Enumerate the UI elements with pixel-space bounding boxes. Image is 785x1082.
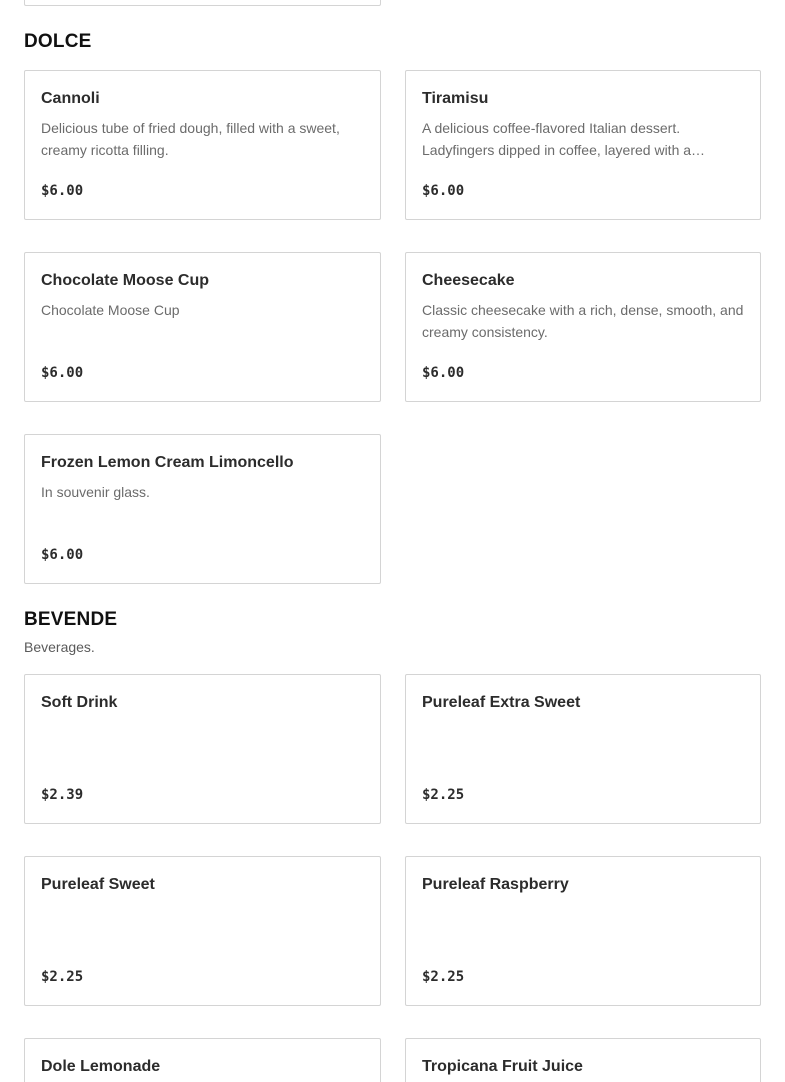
- item-name: Chocolate Moose Cup: [41, 272, 210, 289]
- item-price: $6.00: [41, 183, 84, 199]
- menu-item-card[interactable]: [24, 252, 381, 402]
- item-price: $2.25: [41, 969, 84, 985]
- item-name: Pureleaf Raspberry: [422, 876, 569, 893]
- menu-item-card[interactable]: [405, 674, 761, 824]
- section-title-bevende: BEVENDE: [24, 609, 118, 630]
- item-name: Cheesecake: [422, 272, 515, 289]
- section-title-dolce: DOLCE: [24, 31, 92, 52]
- item-name: Dole Lemonade: [41, 1058, 161, 1075]
- menu-item-card[interactable]: [24, 0, 381, 6]
- item-price: $2.25: [422, 969, 465, 985]
- menu-item-card[interactable]: [24, 856, 381, 1006]
- menu-item-card[interactable]: [405, 1038, 761, 1082]
- menu-item-card[interactable]: [24, 674, 381, 824]
- menu-item-card[interactable]: [24, 434, 381, 584]
- item-description: Chocolate Moose Cup: [41, 302, 180, 318]
- menu-item-card[interactable]: [24, 70, 381, 220]
- item-name: Pureleaf Sweet: [41, 876, 155, 893]
- item-description: Delicious tube of fried dough, filled with a sweet, creamy ricotta filling.: [41, 120, 340, 158]
- item-name: Frozen Lemon Cream Limoncello: [41, 454, 294, 471]
- item-price: $2.25: [422, 787, 465, 803]
- item-name: Tiramisu: [422, 90, 489, 107]
- item-price: $6.00: [422, 365, 465, 381]
- item-price: $6.00: [41, 365, 84, 381]
- item-name: Cannoli: [41, 90, 100, 107]
- item-description: In souvenir glass.: [41, 484, 150, 500]
- item-price: $6.00: [422, 183, 465, 199]
- item-name: Soft Drink: [41, 694, 118, 711]
- item-name: Tropicana Fruit Juice: [422, 1058, 583, 1075]
- item-description: A delicious coffee-flavored Italian dessert. Ladyfingers dipped in coffee, layered with a…: [422, 120, 706, 158]
- menu-item-card[interactable]: [405, 70, 761, 220]
- section-description: Beverages.: [24, 639, 95, 655]
- item-name: Pureleaf Extra Sweet: [422, 694, 581, 711]
- menu-item-card[interactable]: [24, 1038, 381, 1082]
- item-price: $6.00: [41, 547, 84, 563]
- menu-item-card[interactable]: [405, 252, 761, 402]
- item-description: Classic cheesecake with a rich, dense, smooth, and creamy consistency.: [422, 302, 744, 340]
- menu-item-card[interactable]: [405, 856, 761, 1006]
- item-price: $2.39: [41, 787, 84, 803]
